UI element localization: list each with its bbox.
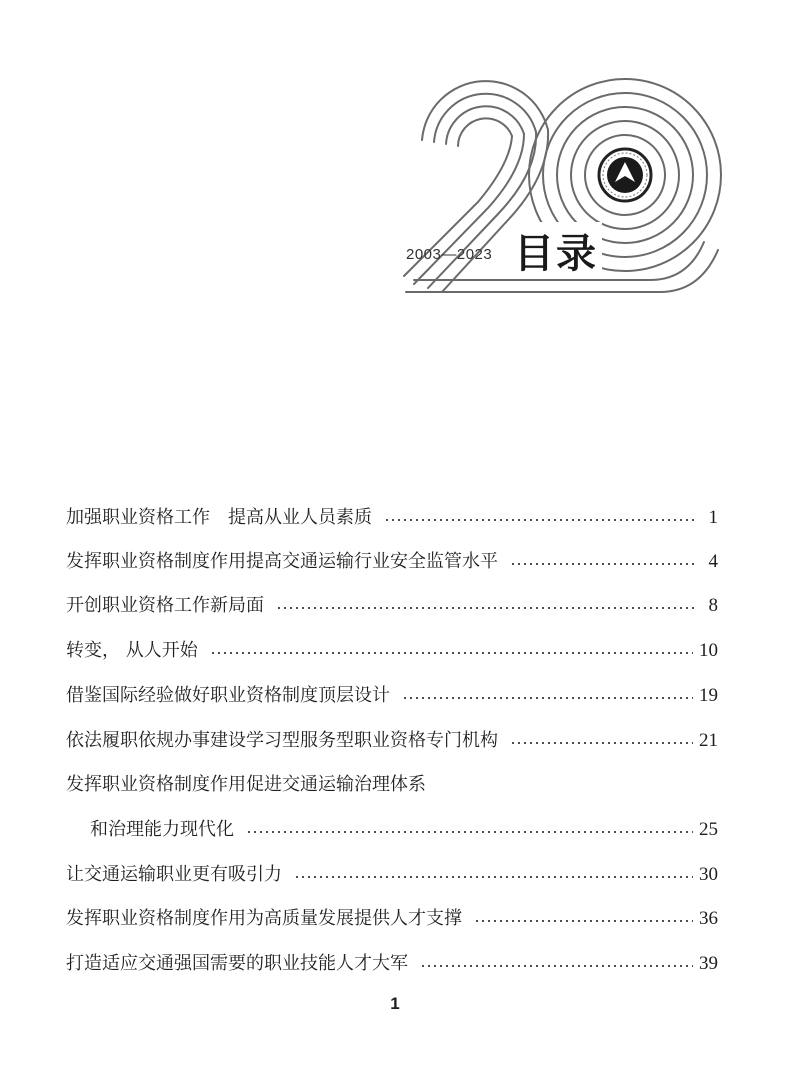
anniversary-years: 2003—2023 <box>406 246 493 263</box>
toc-entry-page: 4 <box>708 551 718 572</box>
toc-entry[interactable] <box>66 723 718 753</box>
toc-entry[interactable] <box>66 678 718 708</box>
toc-entry[interactable] <box>66 544 718 574</box>
toc-entry[interactable] <box>66 812 718 842</box>
toc-entry-page: 30 <box>699 864 718 885</box>
dot-leader <box>420 962 693 970</box>
toc-entry-title: 转变， 从人开始 <box>66 640 198 661</box>
toc-entry-page: 36 <box>699 908 718 929</box>
dot-leader <box>210 649 693 657</box>
toc-entry-title: 开创职业资格工作新局面 <box>66 595 264 616</box>
page-title: 目录 <box>510 222 602 279</box>
toc-entry-page: 21 <box>699 730 718 751</box>
toc-entry-title: 打造适应交通强国需要的职业技能人才大军 <box>66 953 408 974</box>
toc-entry-title: 发挥职业资格制度作用为高质量发展提供人才支撑 <box>66 908 462 929</box>
dot-leader <box>402 694 693 702</box>
page-number: 1 <box>390 994 400 1013</box>
toc-entry-title: 借鉴国际经验做好职业资格制度顶层设计 <box>66 685 390 706</box>
dot-leader <box>510 560 698 568</box>
dot-leader <box>294 873 693 881</box>
toc-entry[interactable] <box>66 633 718 663</box>
dot-leader <box>276 604 698 612</box>
toc-entry[interactable] <box>66 767 718 797</box>
toc-entry-title: 发挥职业资格制度作用提高交通运输行业安全监管水平 <box>66 551 498 572</box>
seal-icon <box>599 149 651 201</box>
toc-entry[interactable] <box>66 857 718 887</box>
toc-entry-title: 和治理能力现代化 <box>90 819 234 840</box>
toc-entry-page: 39 <box>699 953 718 974</box>
toc-entry[interactable] <box>66 500 718 530</box>
toc-entry-title: 依法履职依规办事建设学习型服务型职业资格专门机构 <box>66 730 498 751</box>
dot-leader <box>246 828 693 836</box>
toc-entry-page: 1 <box>708 507 718 528</box>
toc-entry[interactable] <box>66 588 718 618</box>
toc-entry-page: 19 <box>699 685 718 706</box>
toc-entry-page: 10 <box>699 640 718 661</box>
toc-entry-page: 8 <box>708 595 718 616</box>
toc-entry[interactable] <box>66 901 718 931</box>
toc-entry-title: 发挥职业资格制度作用促进交通运输治理体系 <box>66 774 426 795</box>
toc-entry-title: 加强职业资格工作 提高从业人员素质 <box>66 507 372 528</box>
dot-leader <box>474 917 693 925</box>
dot-leader <box>384 516 698 524</box>
toc-entry[interactable] <box>66 946 718 976</box>
dot-leader <box>510 739 693 747</box>
toc-entry-page: 25 <box>699 819 718 840</box>
toc-entry-title: 让交通运输职业更有吸引力 <box>66 864 282 885</box>
